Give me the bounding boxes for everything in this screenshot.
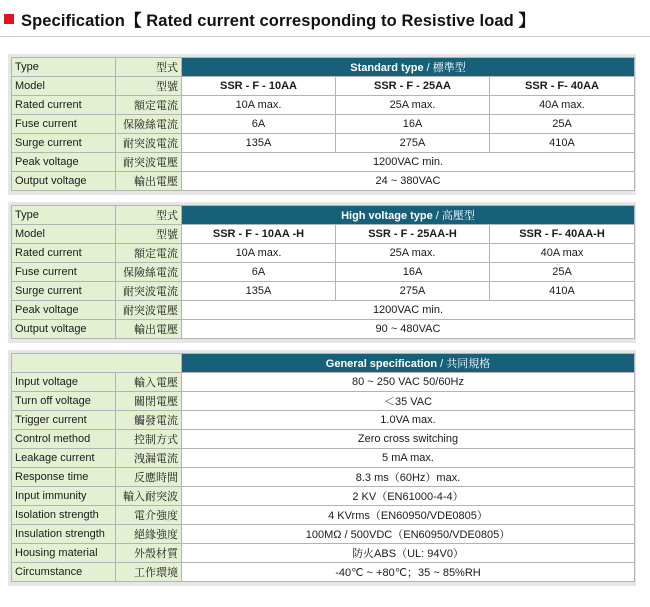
table-row	[12, 563, 635, 582]
type-label: Type	[12, 58, 116, 77]
row-label: Surge current	[12, 282, 116, 301]
row-label: Isolation strength	[12, 506, 116, 525]
header-en: High voltage type	[341, 210, 433, 222]
value-cell: 1200VAC min.	[182, 153, 635, 172]
table-row	[12, 206, 635, 225]
table-row	[12, 115, 635, 134]
type-label-zh: 型式	[116, 58, 182, 77]
row-label-zh: 控制方式	[116, 430, 182, 449]
row-label-zh: 反應時間	[116, 468, 182, 487]
row-label: Input immunity	[12, 487, 116, 506]
value-cell: ＜35 VAC	[182, 392, 635, 411]
row-label: Circumstance	[12, 563, 116, 582]
table-row	[12, 58, 635, 77]
value-cell: 275A	[336, 282, 490, 301]
type-label: Type	[12, 206, 116, 225]
general-spec-header	[182, 354, 635, 373]
row-label-zh: 關閉電壓	[116, 392, 182, 411]
general-spec-table	[11, 353, 635, 582]
row-label: Surge current	[12, 134, 116, 153]
row-label: Control method	[12, 430, 116, 449]
table-row	[12, 468, 635, 487]
value-cell: 16A	[336, 263, 490, 282]
value-cell: 410A	[490, 134, 635, 153]
row-label-zh: 絕緣強度	[116, 525, 182, 544]
header-zh: / 高壓型	[432, 210, 475, 222]
value-cell: 16A	[336, 115, 490, 134]
row-label-zh: 保險絲電流	[116, 263, 182, 282]
high-voltage-table	[11, 205, 635, 339]
table-row	[12, 506, 635, 525]
value-cell: 10A max.	[182, 244, 336, 263]
row-label: Response time	[12, 468, 116, 487]
value-cell: 1200VAC min.	[182, 301, 635, 320]
table-row	[12, 153, 635, 172]
value-cell: 25A	[490, 263, 635, 282]
row-label: Leakage current	[12, 449, 116, 468]
row-label: Input voltage	[12, 373, 116, 392]
value-cell: 6A	[182, 115, 336, 134]
row-label-zh: 電介強度	[116, 506, 182, 525]
value-cell: 135A	[182, 134, 336, 153]
value-cell: 100MΩ / 500VDC（EN60950/VDE0805）	[182, 525, 635, 544]
table-row	[12, 544, 635, 563]
standard-type-table	[11, 57, 635, 191]
table-row	[12, 96, 635, 115]
row-label: Fuse current	[12, 115, 116, 134]
model-cell: SSR - F- 40AA	[490, 77, 635, 96]
row-label-zh: 額定電流	[116, 244, 182, 263]
row-label-zh: 耐突波電壓	[116, 301, 182, 320]
row-label-zh: 觸發電流	[116, 411, 182, 430]
row-label-zh: 保險絲電流	[116, 115, 182, 134]
value-cell: Zero cross switching	[182, 430, 635, 449]
row-label-zh: 輸入耐突波	[116, 487, 182, 506]
table-row	[12, 301, 635, 320]
row-label: Rated current	[12, 244, 116, 263]
row-label-zh: 輸入電壓	[116, 373, 182, 392]
value-cell: 410A	[490, 282, 635, 301]
row-label: Peak voltage	[12, 301, 116, 320]
value-cell: 4 KVrms（EN60950/VDE0805）	[182, 506, 635, 525]
table-row	[12, 320, 635, 339]
model-cell: SSR - F - 10AA -H	[182, 225, 336, 244]
value-cell: 2 KV（EN61000-4-4）	[182, 487, 635, 506]
value-cell: 1.0VA max.	[182, 411, 635, 430]
table-row	[12, 263, 635, 282]
table-row	[12, 244, 635, 263]
value-cell: -40℃ ~ +80℃；35 ~ 85%RH	[182, 563, 635, 582]
model-label: Model	[12, 77, 116, 96]
row-label: Turn off voltage	[12, 392, 116, 411]
model-cell: SSR - F - 10AA	[182, 77, 336, 96]
value-cell: 275A	[336, 134, 490, 153]
value-cell: 25A	[490, 115, 635, 134]
standard-type-header	[182, 58, 635, 77]
heading-divider	[0, 36, 650, 37]
value-cell: 25A max.	[336, 96, 490, 115]
row-label-zh: 輸出電壓	[116, 320, 182, 339]
row-label-zh: 耐突波電流	[116, 134, 182, 153]
model-cell: SSR - F - 25AA-H	[336, 225, 490, 244]
red-square-icon	[4, 14, 14, 24]
table-row	[12, 282, 635, 301]
model-cell: SSR - F - 25AA	[336, 77, 490, 96]
value-cell: 135A	[182, 282, 336, 301]
header-zh: / 標準型	[423, 62, 466, 74]
value-cell: 90 ~ 480VAC	[182, 320, 635, 339]
row-label-zh: 輸出電壓	[116, 172, 182, 191]
table-row	[12, 77, 635, 96]
value-cell: 防火ABS（UL: 94V0）	[182, 544, 635, 563]
model-label: Model	[12, 225, 116, 244]
value-cell: 40A max	[490, 244, 635, 263]
row-label: Output voltage	[12, 172, 116, 191]
row-label-zh: 外殼材質	[116, 544, 182, 563]
table-row	[12, 354, 635, 373]
row-label: Fuse current	[12, 263, 116, 282]
table-row	[12, 449, 635, 468]
row-label: Rated current	[12, 96, 116, 115]
row-label: Insulation strength	[12, 525, 116, 544]
value-cell: 8.3 ms（60Hz）max.	[182, 468, 635, 487]
value-cell: 24 ~ 380VAC	[182, 172, 635, 191]
row-label: Housing material	[12, 544, 116, 563]
table-row	[12, 525, 635, 544]
row-label: Output voltage	[12, 320, 116, 339]
value-cell: 80 ~ 250 VAC 50/60Hz	[182, 373, 635, 392]
row-label-zh: 耐突波電流	[116, 282, 182, 301]
model-cell: SSR - F- 40AA-H	[490, 225, 635, 244]
table-row	[12, 487, 635, 506]
value-cell: 6A	[182, 263, 336, 282]
model-label-zh: 型號	[116, 225, 182, 244]
table-row	[12, 172, 635, 191]
high-voltage-type-header	[182, 206, 635, 225]
table-row	[12, 392, 635, 411]
row-label-zh: 洩漏電流	[116, 449, 182, 468]
header-en: General specification	[325, 358, 438, 370]
row-label-zh: 耐突波電壓	[116, 153, 182, 172]
row-label-zh: 工作環境	[116, 563, 182, 582]
value-cell: 40A max.	[490, 96, 635, 115]
section-heading	[4, 6, 535, 32]
header-zh: / 共同規格	[437, 358, 491, 370]
header-blank-cell	[12, 354, 182, 373]
header-en: Standard type	[350, 62, 424, 74]
table-row	[12, 225, 635, 244]
table-row	[12, 430, 635, 449]
row-label: Trigger current	[12, 411, 116, 430]
value-cell: 25A max.	[336, 244, 490, 263]
table-row	[12, 411, 635, 430]
table-row	[12, 373, 635, 392]
row-label-zh: 額定電流	[116, 96, 182, 115]
model-label-zh: 型號	[116, 77, 182, 96]
type-label-zh: 型式	[116, 206, 182, 225]
section-title: Specification【 Rated current corresponding to Resistive load 】	[21, 12, 536, 30]
value-cell: 10A max.	[182, 96, 336, 115]
value-cell: 5 mA max.	[182, 449, 635, 468]
row-label: Peak voltage	[12, 153, 116, 172]
table-row	[12, 134, 635, 153]
